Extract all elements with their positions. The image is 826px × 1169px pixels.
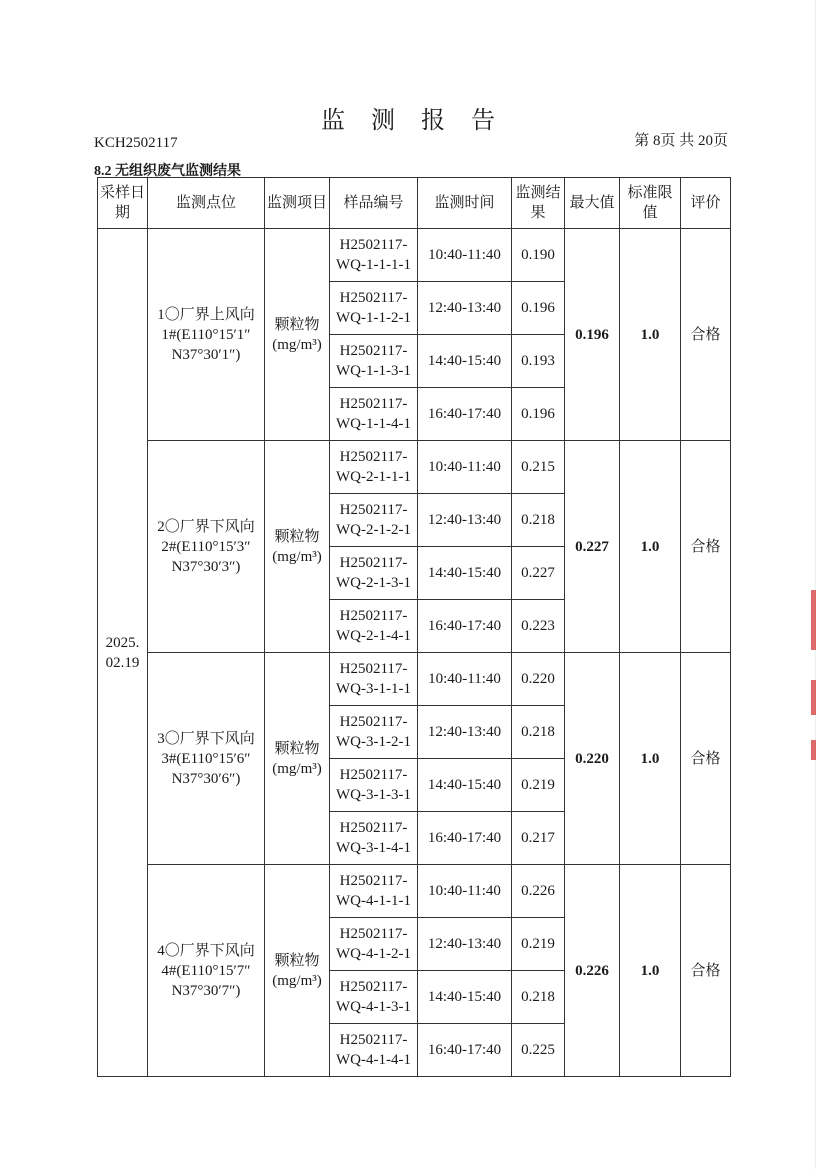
monitoring-time-cell: 12:40-13:40 — [418, 282, 512, 335]
sample-id-part: WQ-3-1-4-1 — [336, 840, 411, 856]
result-cell: 0.190 — [512, 229, 565, 282]
header-max: 最大值 — [565, 178, 620, 229]
sample-id-cell — [330, 759, 418, 812]
result-cell: 0.219 — [512, 759, 565, 812]
point-code: 2#(E110°15′3″ — [161, 538, 251, 555]
sample-id-part: WQ-3-1-1-1 — [336, 681, 411, 697]
sample-id-cell — [330, 918, 418, 971]
sample-id-part: H2502117- — [339, 237, 408, 253]
sample-id-cell — [330, 600, 418, 653]
sample-id-cell — [330, 229, 418, 282]
sampling-date-line: 02.19 — [105, 654, 140, 671]
result-cell: 0.219 — [512, 918, 565, 971]
max-value-cell: 0.220 — [565, 653, 620, 865]
result-cell: 0.215 — [512, 441, 565, 494]
item-unit: (mg/m³) — [272, 336, 322, 353]
page-number: 第 8页 共 20页 — [634, 133, 728, 149]
item-name: 颗粒物 — [274, 528, 320, 545]
sample-id-part: WQ-3-1-2-1 — [336, 734, 411, 750]
sample-id-part: H2502117- — [339, 979, 408, 995]
point-code: 1#(E110°15′1″ — [161, 326, 251, 343]
result-cell: 0.217 — [512, 812, 565, 865]
monitoring-point-cell — [148, 441, 265, 653]
point-coordinate: N37°30′1″) — [171, 346, 241, 363]
evaluation-cell: 合格 — [681, 441, 731, 653]
sample-id-cell — [330, 653, 418, 706]
sample-id-part: WQ-2-1-2-1 — [336, 522, 411, 538]
table-row — [98, 865, 731, 918]
sample-id-cell — [330, 388, 418, 441]
sample-id-cell — [330, 547, 418, 600]
sample-id-part: WQ-1-1-4-1 — [336, 416, 411, 432]
sample-id-cell — [330, 441, 418, 494]
limit-value-cell: 1.0 — [620, 441, 681, 653]
point-name: 2〇厂界下风向 — [157, 518, 255, 535]
result-cell: 0.196 — [512, 282, 565, 335]
result-cell: 0.193 — [512, 335, 565, 388]
monitoring-time-cell: 16:40-17:40 — [418, 388, 512, 441]
header-sample: 样品编号 — [330, 178, 418, 229]
sampling-date-cell — [98, 229, 148, 1077]
sample-id-part: WQ-2-1-4-1 — [336, 628, 411, 644]
sample-id-part: H2502117- — [339, 290, 408, 306]
sample-id-cell — [330, 812, 418, 865]
sample-id-part: WQ-4-1-3-1 — [336, 999, 411, 1015]
monitoring-time-cell: 12:40-13:40 — [418, 494, 512, 547]
sample-id-part: WQ-2-1-1-1 — [336, 469, 411, 485]
monitoring-time-cell: 14:40-15:40 — [418, 335, 512, 388]
header-eval: 评价 — [681, 178, 731, 229]
sample-id-part: H2502117- — [339, 555, 408, 571]
monitoring-time-cell: 14:40-15:40 — [418, 547, 512, 600]
sample-id-part: H2502117- — [339, 926, 408, 942]
monitoring-time-cell: 10:40-11:40 — [418, 653, 512, 706]
point-code: 3#(E110°15′6″ — [161, 750, 251, 767]
item-unit: (mg/m³) — [272, 972, 322, 989]
limit-value-cell: 1.0 — [620, 865, 681, 1077]
item-unit: (mg/m³) — [272, 760, 322, 777]
table-row — [98, 653, 731, 706]
sample-id-cell — [330, 865, 418, 918]
monitoring-time-cell: 16:40-17:40 — [418, 1024, 512, 1077]
monitoring-item-cell — [265, 441, 330, 653]
point-coordinate: N37°30′6″) — [171, 770, 241, 787]
max-value-cell: 0.227 — [565, 441, 620, 653]
point-coordinate: N37°30′3″) — [171, 558, 241, 575]
page-title: 监 测 报 告 — [321, 108, 505, 134]
limit-value-cell: 1.0 — [620, 229, 681, 441]
monitoring-time-cell: 14:40-15:40 — [418, 759, 512, 812]
sampling-date-line: 2025. — [105, 634, 140, 651]
sample-id-cell — [330, 494, 418, 547]
sample-id-part: H2502117- — [339, 608, 408, 624]
monitoring-item-cell — [265, 865, 330, 1077]
sample-id-part: WQ-3-1-3-1 — [336, 787, 411, 803]
item-unit: (mg/m³) — [272, 548, 322, 565]
result-cell: 0.220 — [512, 653, 565, 706]
result-cell: 0.218 — [512, 494, 565, 547]
header-item: 监测项目 — [265, 178, 330, 229]
limit-value-cell: 1.0 — [620, 653, 681, 865]
sample-id-part: H2502117- — [339, 661, 408, 677]
header-time: 监测时间 — [418, 178, 512, 229]
section-title: 8.2 无组织废气监测结果 — [94, 164, 241, 179]
monitoring-time-cell: 12:40-13:40 — [418, 706, 512, 759]
monitoring-point-cell — [148, 865, 265, 1077]
seal-stamp-fragment — [811, 680, 816, 715]
monitoring-time-cell: 10:40-11:40 — [418, 865, 512, 918]
table-row — [98, 441, 731, 494]
point-code: 4#(E110°15′7″ — [161, 962, 251, 979]
evaluation-cell: 合格 — [681, 229, 731, 441]
sample-id-part: H2502117- — [339, 820, 408, 836]
sample-id-cell — [330, 971, 418, 1024]
sample-id-part: H2502117- — [339, 767, 408, 783]
sample-id-part: H2502117- — [339, 343, 408, 359]
sample-id-part: WQ-4-1-1-1 — [336, 893, 411, 909]
point-name: 1〇厂界上风向 — [157, 306, 255, 323]
result-cell: 0.223 — [512, 600, 565, 653]
result-cell: 0.218 — [512, 706, 565, 759]
header-limit: 标准限值 — [620, 178, 681, 229]
point-coordinate: N37°30′7″) — [171, 982, 241, 999]
sample-id-part: H2502117- — [339, 873, 408, 889]
evaluation-cell: 合格 — [681, 653, 731, 865]
monitoring-point-cell — [148, 229, 265, 441]
sample-id-part: WQ-4-1-4-1 — [336, 1052, 411, 1068]
sample-id-cell — [330, 1024, 418, 1077]
header-point: 监测点位 — [148, 178, 265, 229]
monitoring-item-cell — [265, 229, 330, 441]
monitoring-item-cell — [265, 653, 330, 865]
page-edge-line — [815, 0, 816, 1169]
monitoring-results-table — [97, 177, 731, 1077]
sample-id-part: H2502117- — [339, 714, 408, 730]
monitoring-time-cell: 16:40-17:40 — [418, 600, 512, 653]
sample-id-part: WQ-1-1-3-1 — [336, 363, 411, 379]
sample-id-part: H2502117- — [339, 1032, 408, 1048]
max-value-cell: 0.196 — [565, 229, 620, 441]
sample-id-part: WQ-1-1-1-1 — [336, 257, 411, 273]
evaluation-cell: 合格 — [681, 865, 731, 1077]
sample-id-part: H2502117- — [339, 502, 408, 518]
sample-id-part: H2502117- — [339, 396, 408, 412]
seal-stamp-fragment — [811, 590, 816, 650]
monitoring-time-cell: 10:40-11:40 — [418, 441, 512, 494]
header-date: 采样日期 — [98, 178, 148, 229]
item-name: 颗粒物 — [274, 316, 320, 333]
result-cell: 0.225 — [512, 1024, 565, 1077]
sample-id-part: WQ-2-1-3-1 — [336, 575, 411, 591]
item-name: 颗粒物 — [274, 952, 320, 969]
table-row — [98, 229, 731, 282]
point-name: 4〇厂界下风向 — [157, 942, 255, 959]
sample-id-part: WQ-1-1-2-1 — [336, 310, 411, 326]
sample-id-part: WQ-4-1-2-1 — [336, 946, 411, 962]
header-row — [98, 178, 731, 229]
result-cell: 0.226 — [512, 865, 565, 918]
sample-id-part: H2502117- — [339, 449, 408, 465]
report-number: KCH2502117 — [94, 135, 178, 151]
sample-id-cell — [330, 282, 418, 335]
point-name: 3〇厂界下风向 — [157, 730, 255, 747]
seal-stamp-fragment — [811, 740, 816, 760]
monitoring-time-cell: 10:40-11:40 — [418, 229, 512, 282]
result-cell: 0.227 — [512, 547, 565, 600]
monitoring-point-cell — [148, 653, 265, 865]
monitoring-time-cell: 12:40-13:40 — [418, 918, 512, 971]
monitoring-time-cell: 14:40-15:40 — [418, 971, 512, 1024]
item-name: 颗粒物 — [274, 740, 320, 757]
max-value-cell: 0.226 — [565, 865, 620, 1077]
result-cell: 0.196 — [512, 388, 565, 441]
header-result: 监测结果 — [512, 178, 565, 229]
result-cell: 0.218 — [512, 971, 565, 1024]
monitoring-time-cell: 16:40-17:40 — [418, 812, 512, 865]
sample-id-cell — [330, 335, 418, 388]
sample-id-cell — [330, 706, 418, 759]
